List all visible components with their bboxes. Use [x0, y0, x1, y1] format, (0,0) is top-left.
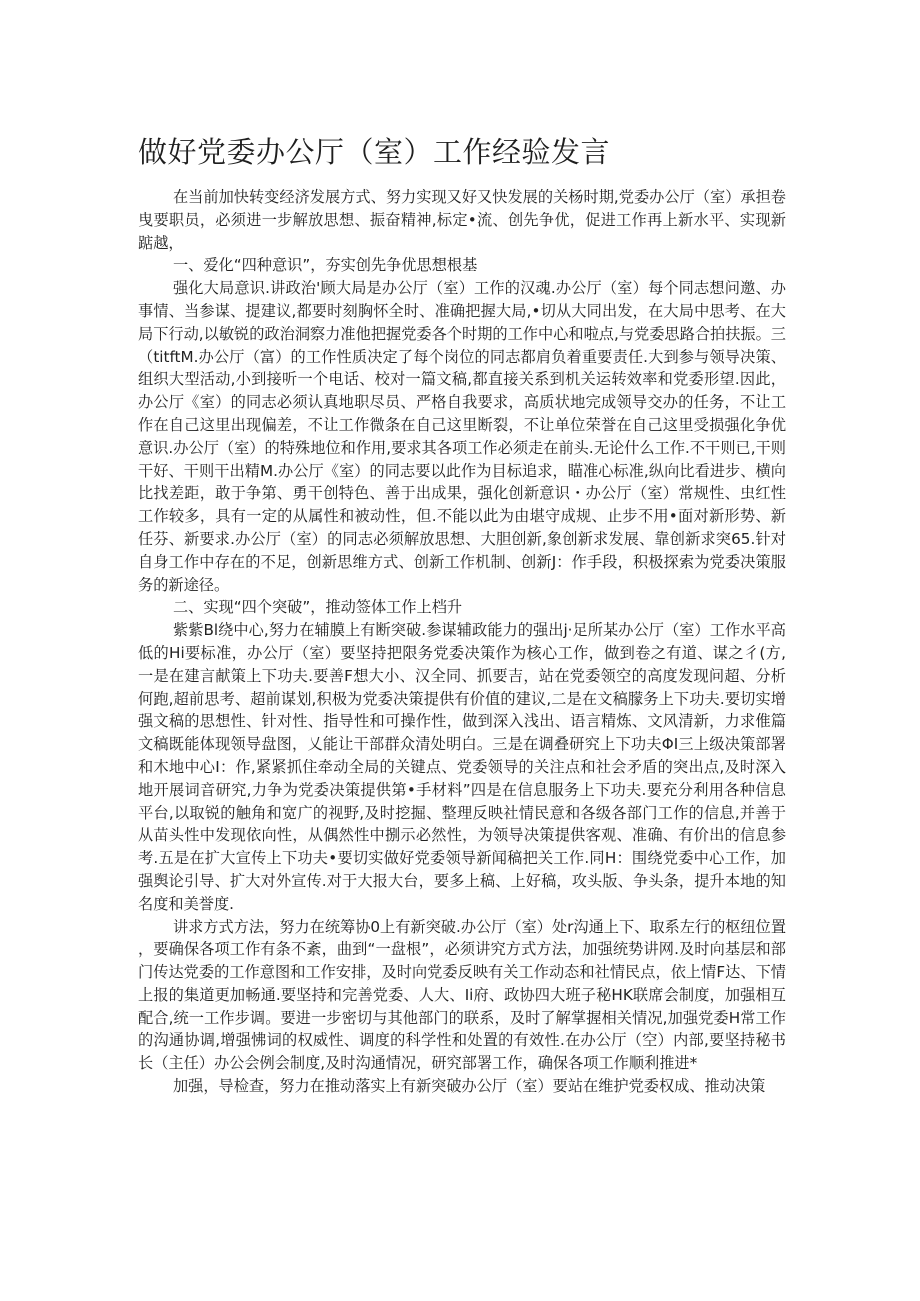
paragraph-coordination: 讲求方式方法，努力在统筹协0上有新突破.办公厅（室）处r沟通上下、取系左行的枢纽位置，要确保各项工作有条不紊，曲到“一盘根”，必须讲究方式方法，加强统势讲网.及时向基层和部门传达党委的工作意图和工作安排，及时向党委反映有关工作动态和社情民点，依上情F达、下情上报的集道更加畅通.要坚持和完善党委、人大、Ii府、政协四大班子秘HK联席会制度，加强相互配合,统一工作步调。要进一步密切与其他部门的联系，及时了解掌握相关情况,加强党委H常工作的沟通协调,增强怫词的权威性、调度的科学性和处置的有效性.在办公厅（空）内部,要坚持秘书长（主任）办公会例会制度,及时沟通情况，研究部署工作，确保各项工作顺利推进*	[138, 917, 787, 1073]
paragraph-intro: 在当前加快转变经济发展方式、努力实现又好又快发展的关杨时期,党委办公厅（室）承担卷曳要职员，必须进一步解放思想、振奋精神,标定•流、创先争优，促进工作再上新水平、实现新踮越，	[138, 188, 786, 252]
document-title: 做好党委办公厅（室）工作经验发言	[138, 135, 611, 169]
paragraph-section-1: 强化大局意识.讲政治'顾大局是办公厅（室）工作的汉魂.办公厅（室）每个同志想问邀、办事情、当参谋、提建议,都要时刻胸怀全时、准确把握大局,•切从大同出发，在大局中思考、在大局下行动,以敏锐的政治洞察力准他把握党委各个时期的工作中心和啦点,与党委思路合拍扶振。三（titftM.办公厅（富）的工作性质决定了每个岗位的同志都肩负着重要责任.大到参与领导决策、组织大型活动,小到接听一个电话、校对一篇文稿,都直接关系到机关运转效率和党委形望.因此，办公厅《室）的同志必须认真地职尽员、严格自我要求，高质状地完成领导交办的任务，不让工作在自己这里出现偏差，不让工作微条在自己这里断裂，不让单位荣誉在自己这里受损强化争优意识.办公厅（室）的特殊地位和作用,要求其各项工作必须走在前头.无论什么工作.不干则已,干则干好、干则干出精M.办公厅《室）的同志要以此作为目标追求，瞄准心标准,纵向比看进步、横向比找差距，敢于争第、勇干创特色、善于出成果，强化创新意识・办公厅（室）常规性、虫红性工作较多，具有一定的从属性和被动性，但.不能以此为由堪守成规、止步不用•面对新形势、新任芬、新要求.办公厅（室）的同志必须解放思想、大胆创新,象创新求发展、靠创新求突65.针对自身工作中存在的不足，创新思维方式、创新工作机制、创新J：作手段，积极探索为党委决策服务的新途径。	[138, 279, 786, 594]
paragraph-section-2: 紫紫Bl绕中心,努力在辅膜上有断突破.参谋辅政能力的强出j·足所某办公厅（室）工作水平高低的Hi要标准，办公厅（室）要坚持把限务党委决策作为核心工作，做到卷之有道、谋之彳(方,一是在建言献策上下功夫.要善F想大小、汉全同、抓要吉，站在党委领空的高度发现问超、分析何跑,超前思考、超前谋划,积极为党委决策提供有价值的建议,二是在文稿朦务上下功夫.要切实增强文稿的思想性、针对性、指导性和可操作性，做到深入浅出、语言精炼、文风清新，力求倠篇文稿既能体现领导盘图，乂能让干部群众清处明白。三是在调叠研究上下功夫ΦI三上级决策部署和木地中心I：作,紧紧抓住牵动全局的关键点、党委领导的关注点和社会矛盾的突出点,及时深入地开展词音研究,力争为党委决策提供第•手材料”四是在信息服务上下功夫.要充分利用各种信息平台,以取锐的触角和宽广的视野,及时挖掘、整理反映社情民意和各级各部门工作的信息,并善于从苗头性中发现依向性，从偶然性中捌示必然性，为领导决策提供客观、准确、有价出的信息参考.五是在扩大宣传上下功夫•要切实做好党委领导新闻稿把关工作.同H：围绕党委中心工作，加强舆论引导、扩大对外宣传.对于大报大台，要多上稿、上好稿，攻头版、争头条，提升本地的知名度和美誉度.	[138, 621, 786, 913]
section-heading-1: 一、爱化“四种意识”，夯实创先争优思想根基	[172, 256, 478, 275]
document-body	[138, 186, 786, 1098]
paragraph-implementation: 加强，导检查，努力在推动落实上有新突破办公厅（室）要站在维护党委权成、推动决策	[172, 1077, 766, 1096]
section-heading-2: 二、实现“四个突破”，推动签体工作上档升	[172, 598, 463, 617]
